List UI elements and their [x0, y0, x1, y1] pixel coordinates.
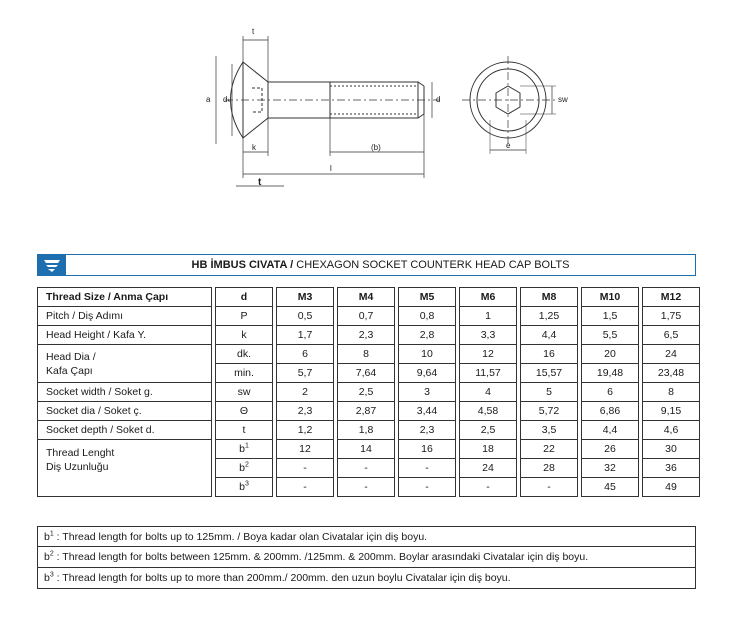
table-row — [38, 345, 700, 364]
bolt-spec-table — [37, 287, 700, 497]
row-symbol: P — [216, 307, 273, 326]
value-cell: 1,7 — [277, 326, 334, 345]
value-cell: 6 — [582, 383, 639, 402]
row-symbol: dk. — [216, 345, 273, 364]
table-title-bar — [37, 254, 696, 276]
table-row — [38, 421, 700, 440]
value-cell: - — [277, 459, 334, 478]
value-cell: 12 — [277, 440, 334, 459]
value-cell: 5 — [521, 383, 578, 402]
value-cell: 18 — [460, 440, 517, 459]
value-cell: 32 — [582, 459, 639, 478]
value-cell: 1,8 — [338, 421, 395, 440]
row-symbol: min. — [216, 364, 273, 383]
value-cell: - — [399, 459, 456, 478]
row-symbol: k — [216, 326, 273, 345]
value-cell: 4,6 — [643, 421, 700, 440]
value-cell: 2,3 — [277, 402, 334, 421]
header-size: M5 — [399, 288, 456, 307]
value-cell: 0,7 — [338, 307, 395, 326]
title-turkish: HB İMBUS CIVATA / — [191, 259, 294, 271]
value-cell: 16 — [399, 440, 456, 459]
value-cell: 3,44 — [399, 402, 456, 421]
value-cell: 2 — [277, 383, 334, 402]
header-size: M8 — [521, 288, 578, 307]
table-row — [38, 440, 700, 459]
row-symbol: Θ — [216, 402, 273, 421]
header-size: M12 — [643, 288, 700, 307]
label-t-bottom: t — [258, 177, 262, 188]
value-cell: 2,5 — [460, 421, 517, 440]
row-symbol: t — [216, 421, 273, 440]
value-cell: 11,57 — [460, 364, 517, 383]
label-k: k — [252, 143, 256, 152]
header-size: M6 — [460, 288, 517, 307]
bolt-technical-drawing — [0, 0, 746, 200]
value-cell: 30 — [643, 440, 700, 459]
brand-logo-icon — [38, 255, 66, 275]
value-cell: 8 — [338, 345, 395, 364]
value-cell: - — [338, 459, 395, 478]
value-cell: 5,7 — [277, 364, 334, 383]
value-cell: - — [399, 478, 456, 497]
table-row — [38, 383, 700, 402]
value-cell: 22 — [521, 440, 578, 459]
label-d: d — [436, 95, 441, 104]
value-cell: 3,3 — [460, 326, 517, 345]
value-cell: - — [460, 478, 517, 497]
label-t-top: t — [252, 27, 255, 36]
value-cell: 9,64 — [399, 364, 456, 383]
row-label: Head Height / Kafa Y. — [38, 326, 212, 345]
value-cell: 2,3 — [399, 421, 456, 440]
label-b: (b) — [371, 143, 381, 152]
value-cell: 2,87 — [338, 402, 395, 421]
value-cell: 20 — [582, 345, 639, 364]
value-cell: 1 — [460, 307, 517, 326]
value-cell: 4 — [460, 383, 517, 402]
value-cell: 45 — [582, 478, 639, 497]
value-cell: 24 — [460, 459, 517, 478]
label-a: a — [206, 95, 211, 104]
table-row — [38, 307, 700, 326]
row-label: Socket depth / Soket d. — [38, 421, 212, 440]
row-label: Pitch / Diş Adımı — [38, 307, 212, 326]
row-symbol: $b^2$ — [216, 459, 273, 478]
value-cell: 1,25 — [521, 307, 578, 326]
value-cell: - — [338, 478, 395, 497]
header-symbol: d — [216, 288, 273, 307]
value-cell: 26 — [582, 440, 639, 459]
table-title — [66, 255, 695, 275]
value-cell: 2,8 — [399, 326, 456, 345]
table-header-row — [38, 288, 700, 307]
value-cell: - — [521, 478, 578, 497]
value-cell: 5,72 — [521, 402, 578, 421]
value-cell: 8 — [643, 383, 700, 402]
value-cell: 3 — [399, 383, 456, 402]
value-cell: 6 — [277, 345, 334, 364]
value-cell: 49 — [643, 478, 700, 497]
table-row — [38, 402, 700, 421]
value-cell: - — [277, 478, 334, 497]
value-cell: 12 — [460, 345, 517, 364]
value-cell: 10 — [399, 345, 456, 364]
value-cell: 9,15 — [643, 402, 700, 421]
value-cell: 1,5 — [582, 307, 639, 326]
header-label: Thread Size / Anma Çapı — [38, 288, 212, 307]
value-cell: 0,8 — [399, 307, 456, 326]
value-cell: 3,5 — [521, 421, 578, 440]
row-symbol: $b^1$ — [216, 440, 273, 459]
value-cell: 23,48 — [643, 364, 700, 383]
header-size: M4 — [338, 288, 395, 307]
row-label: Thread Lenght Diş Uzunluğu — [38, 440, 212, 497]
value-cell: 7,64 — [338, 364, 395, 383]
footnote-b2: $b^2$ : Thread length for bolts between 125mm. & 200mm. /125mm. & 200mm. Boylar arasındaki Civatalar için diş boyu. — [37, 547, 696, 568]
label-e: e — [506, 141, 511, 150]
header-size: M10 — [582, 288, 639, 307]
row-label: Socket dia / Soket ç. — [38, 402, 212, 421]
value-cell: 14 — [338, 440, 395, 459]
value-cell: 1,2 — [277, 421, 334, 440]
value-cell: 6,86 — [582, 402, 639, 421]
value-cell: 16 — [521, 345, 578, 364]
value-cell: 1,75 — [643, 307, 700, 326]
label-dk: dₖ — [223, 95, 231, 104]
value-cell: 6,5 — [643, 326, 700, 345]
header-size: M3 — [277, 288, 334, 307]
footnote-b1: $b^1$ : Thread length for bolts up to 125mm. / Boya kadar olan Civatalar için diş boyu. — [37, 526, 696, 547]
footnotes — [37, 526, 696, 589]
value-cell: 2,3 — [338, 326, 395, 345]
label-sw: sw — [558, 95, 568, 104]
title-english: CHEXAGON SOCKET COUNTERK HEAD CAP BOLTS — [293, 259, 570, 271]
value-cell: 5,5 — [582, 326, 639, 345]
row-symbol: $b^3$ — [216, 478, 273, 497]
value-cell: 4,4 — [521, 326, 578, 345]
row-symbol: sw — [216, 383, 273, 402]
value-cell: 4,58 — [460, 402, 517, 421]
value-cell: 24 — [643, 345, 700, 364]
label-l: l — [330, 164, 332, 173]
table-row — [38, 326, 700, 345]
row-label: Head Dia / Kafa Çapı — [38, 345, 212, 383]
value-cell: 19,48 — [582, 364, 639, 383]
value-cell: 0,5 — [277, 307, 334, 326]
value-cell: 36 — [643, 459, 700, 478]
value-cell: 2,5 — [338, 383, 395, 402]
value-cell: 28 — [521, 459, 578, 478]
value-cell: 15,57 — [521, 364, 578, 383]
row-label: Socket width / Soket g. — [38, 383, 212, 402]
value-cell: 4,4 — [582, 421, 639, 440]
footnote-b3: $b^3$ : Thread length for bolts up to more than 200mm./ 200mm. den uzun boylu Civatalar için diş boyu. — [37, 568, 696, 589]
